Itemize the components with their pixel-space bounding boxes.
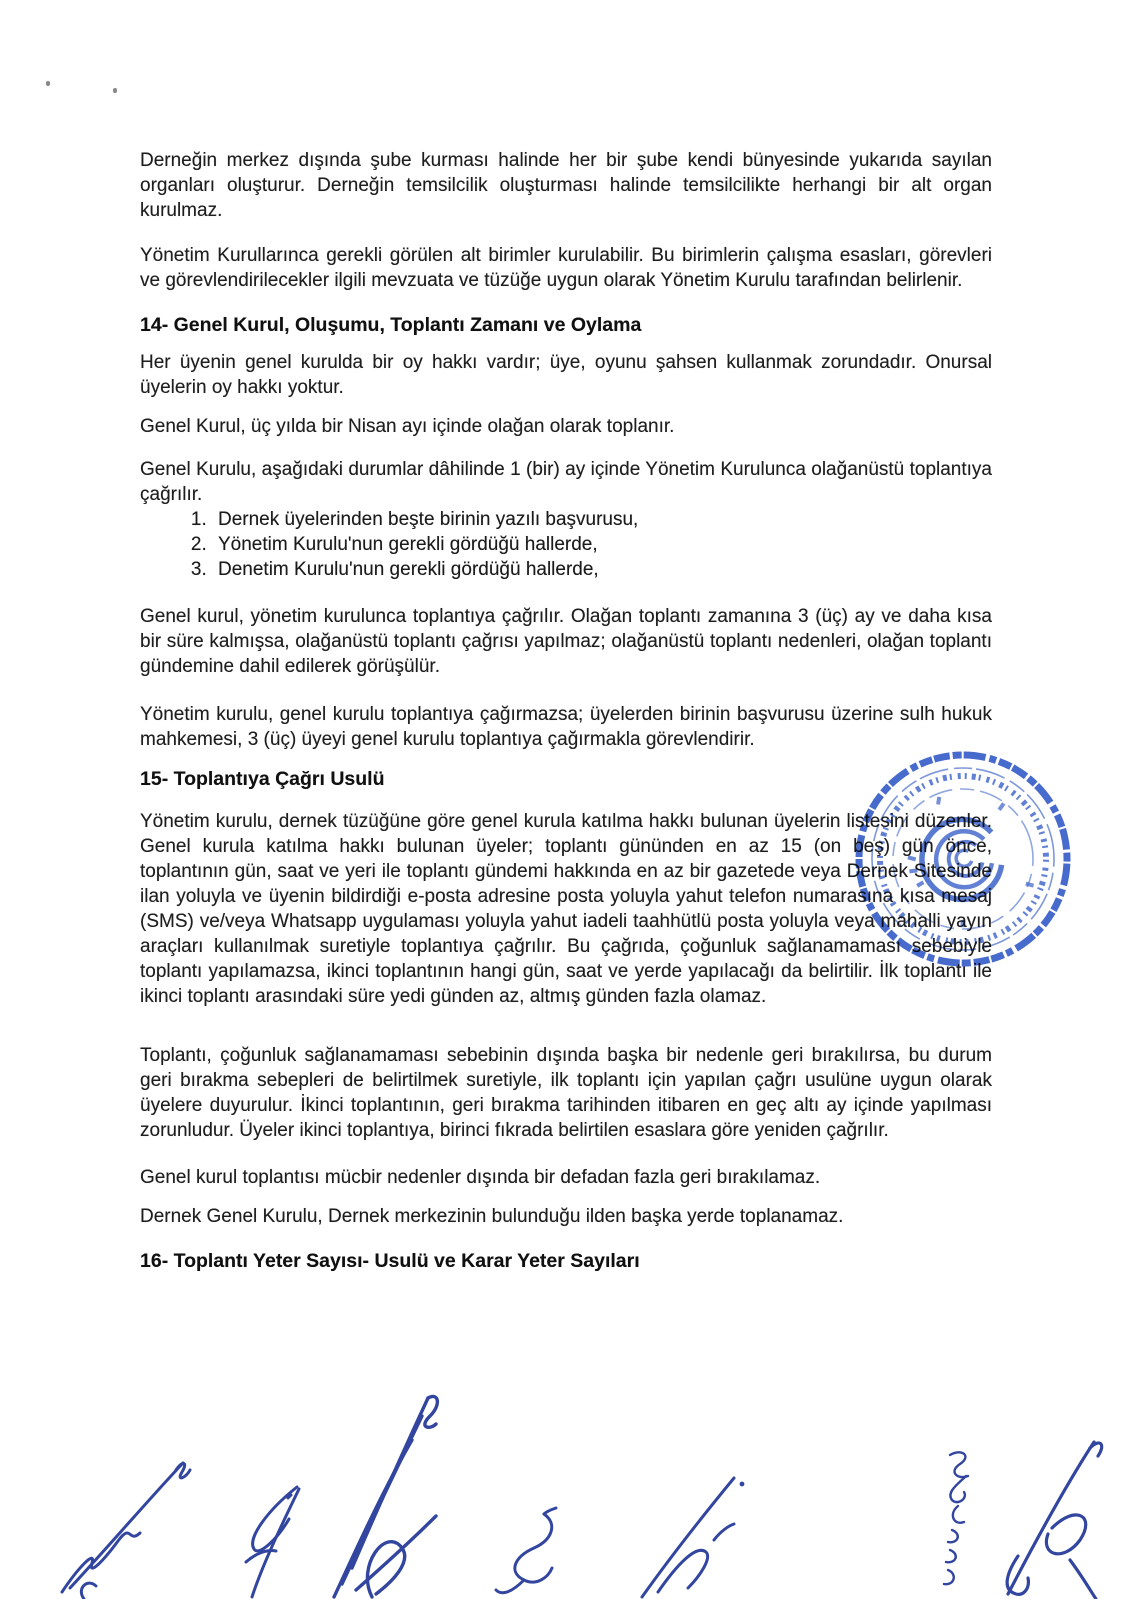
scan-artifact-dot bbox=[46, 81, 50, 86]
scan-artifact-dot bbox=[113, 88, 117, 93]
paragraph-sub-units: Yönetim Kurullarınca gerekli görülen alt birimler kurulabilir. Bu birimlerin çalışma esasları, görevleri ve görevlendirilecekler ilgili mevzuata ve tüzüğe uygun olarak Yönetim Kurulu tarafından belirlenir. bbox=[140, 245, 992, 291]
signature-4 bbox=[496, 1508, 556, 1593]
signature-1 bbox=[62, 1463, 190, 1599]
paragraph-postponement: Toplantı, çoğunluk sağlanamaması sebebinin dışında başka bir nedenle geri bırakılırsa, bu durum geri bırakma sebepleri de belirtilmek suretiyle, ilk toplantı için yapılan çağrı usulüne uygun olarak üyelere duyurulur. İkinci toplantının, geri bırakma tarihinden itibaren en geç altı ay içinde yapılması zorunludur. Üyeler ikinci toplantıya, birinci fıkrada belirtilen esaslara göre yeniden çağrılır. bbox=[140, 1045, 992, 1141]
signature-2 bbox=[246, 1487, 299, 1597]
list-item: 3. Denetim Kurulu'nun gerekli gördüğü hallerde, bbox=[212, 557, 992, 582]
section-heading-16: 16- Toplantı Yeter Sayısı- Usulü ve Karar Yeter Sayıları bbox=[140, 1250, 640, 1272]
handwritten-vertical-name bbox=[944, 1452, 968, 1584]
list-item: 2. Yönetim Kurulu'nun gerekli gördüğü hallerde, bbox=[212, 532, 992, 557]
paragraph-branch-organs: Derneğin merkez dışında şube kurması halinde her bir şube kendi bünyesinde yukarıda sayılan organları oluşturur. Derneğin temsilcilik oluşturması halinde temsilcilikte herhangi bir alt organ kurulmaz. bbox=[140, 150, 992, 221]
paragraph-extraordinary-call: Genel Kurulu, aşağıdaki durumlar dâhilinde 1 (bir) ay içinde Yönetim Kurulunca olağanüstü toplantıya çağrılır. bbox=[140, 459, 992, 505]
document-text-column bbox=[140, 148, 992, 1274]
paragraph-meeting-location: Dernek Genel Kurulu, Dernek merkezinin bulunduğu ilden başka yerde toplanamaz. bbox=[140, 1206, 844, 1227]
list-item: 1. Dernek üyelerinden beşte birinin yazılı başvurusu, bbox=[212, 507, 992, 532]
paragraph-ordinary-meeting: Genel Kurul, üç yılda bir Nisan ayı içinde olağan olarak toplanır. bbox=[140, 416, 675, 437]
paragraph-single-postponement: Genel kurul toplantısı mücbir nedenler dışında bir defadan fazla geri bırakılamaz. bbox=[140, 1167, 821, 1188]
paragraph-call-procedure: Yönetim kurulu, dernek tüzüğüne göre genel kurula katılma hakkı bulunan üyelerin listesini düzenler. Genel kurula katılma hakkı bulunan üyeler; toplantı gününden en az 15 (on beş) gün önce, toplantının gün, saat ve yeri ile toplantı gündemi hakkında en az bir gazetede veya Dernek Sitesinde ilan yoluyla ve üyenin bildirdiği e-posta adresine posta yoluyla yahut telefon numarasına kısa mesaj (SMS) ve/veya Whatsapp uygulaması yoluyla yahut iadeli taahhütlü posta yoluyla veya mahalli yayın araçları kullanılmak suretiyle toplantıya çağrılır. Bu çağrıda, çoğunluk sağlanamaması sebebiyle toplantı yapılamazsa, ikinci toplantının hangi gün, saat ve yerde yapılacağı da belirtilir. İlk toplantı ile ikinci toplantı arasındaki süre yedi günden az, altmış günden fazla olamaz. bbox=[140, 811, 992, 1007]
paragraph-call-by-board: Genel kurul, yönetim kurulunca toplantıya çağrılır. Olağan toplantı zamanına 3 (üç) ay ve daha kısa bir süre kalmışsa, olağanüstü toplantı çağrısı yapılmaz; olağanüstü toplantı nedenleri, olağan toplantı gündemine dahil edilerek görüşülür. bbox=[140, 606, 992, 677]
section-heading-14: 14- Genel Kurul, Oluşumu, Toplantı Zamanı ve Oylama bbox=[140, 314, 642, 336]
signature-5 bbox=[642, 1478, 744, 1597]
extraordinary-conditions-list bbox=[140, 507, 992, 582]
signature-row bbox=[0, 1385, 1131, 1599]
paragraph-voting-rights: Her üyenin genel kurulda bir oy hakkı vardır; üye, oyunu şahsen kullanmak zorundadır. Onursal üyelerin oy hakkı yoktur. bbox=[140, 352, 992, 398]
paragraph-court-assignment: Yönetim kurulu, genel kurulu toplantıya çağırmazsa; üyelerden birinin başvurusu üzerine sulh hukuk mahkemesi, 3 (üç) üyeyi genel kurulu toplantıya çağırmakla görevlendirir. bbox=[140, 704, 992, 750]
signature-6 bbox=[1007, 1442, 1102, 1599]
signature-3 bbox=[334, 1396, 437, 1597]
section-heading-15: 15- Toplantıya Çağrı Usulü bbox=[140, 768, 385, 790]
